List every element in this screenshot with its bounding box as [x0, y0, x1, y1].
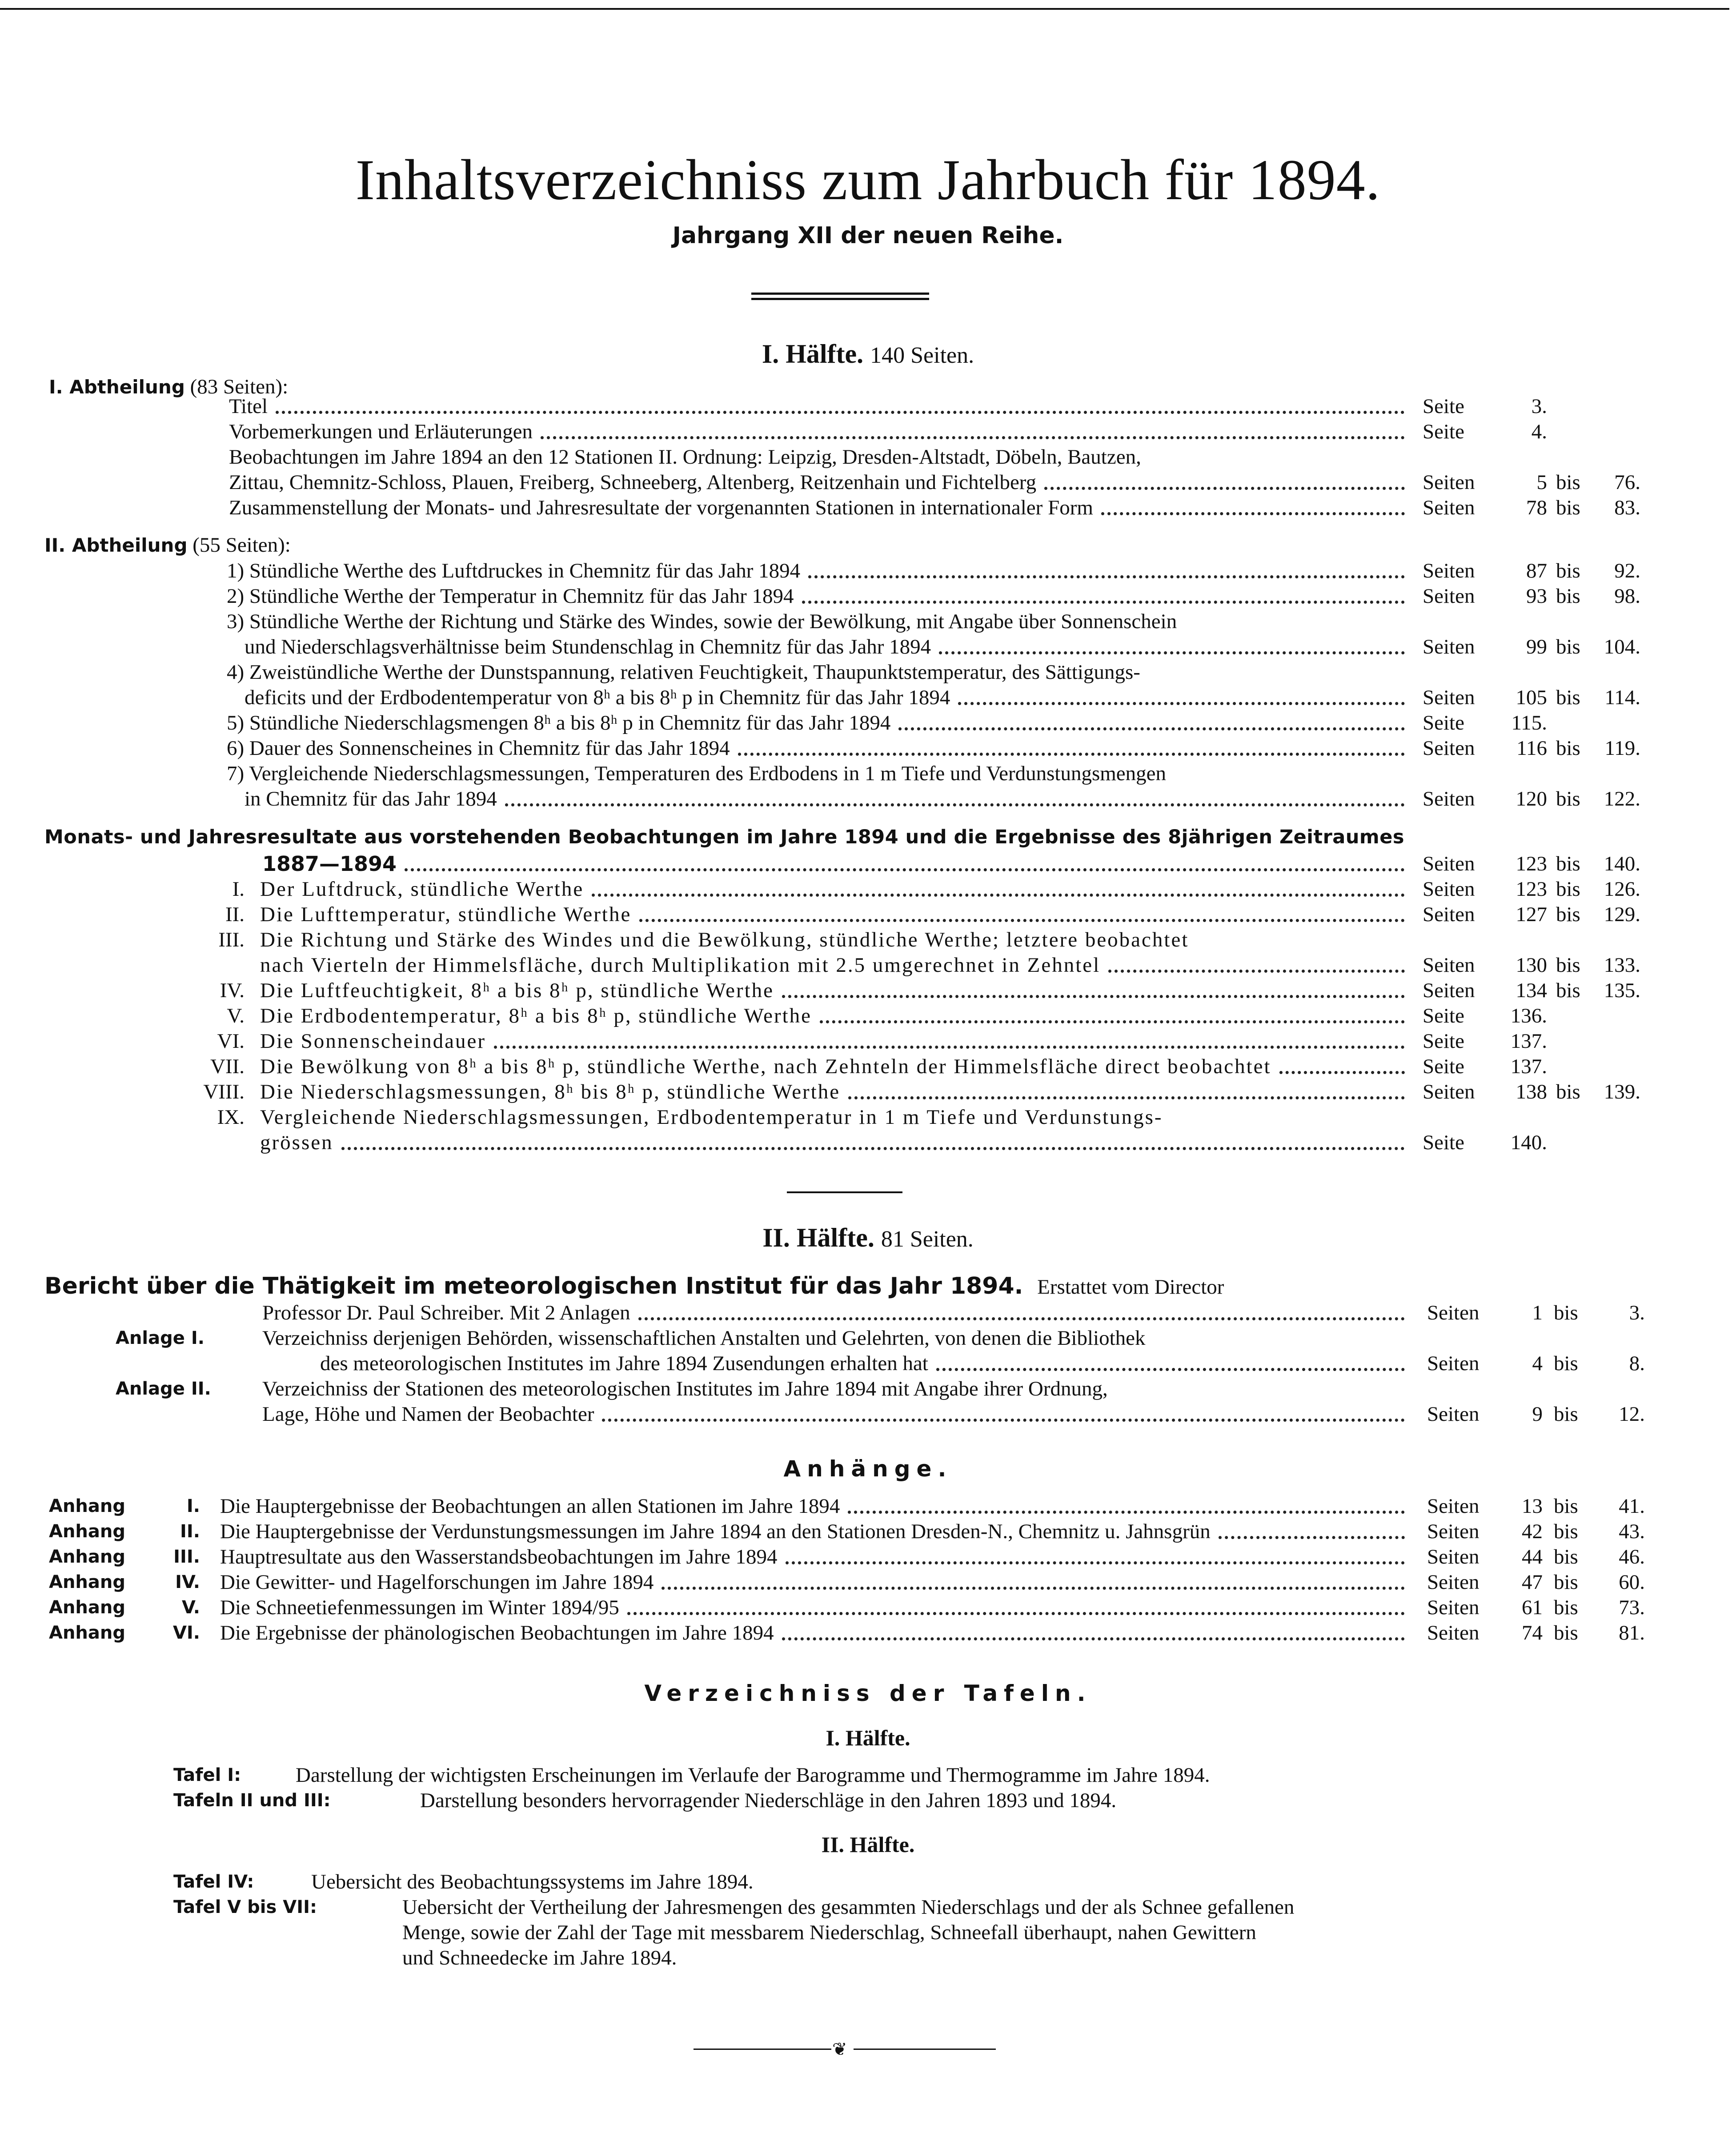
tafel-text: Uebersicht der Vertheilung der Jahresmengen des gesammten Niederschlags und der als Schnee gefallenen — [402, 1896, 1295, 1919]
page-bis: bis — [1556, 852, 1580, 875]
page-word: Seiten — [1427, 1495, 1479, 1518]
page-bis: bis — [1554, 1352, 1578, 1375]
page-bis: bis — [1556, 559, 1580, 582]
tafel-label: Tafel I: — [173, 1765, 241, 1785]
page-word: Seiten — [1423, 496, 1475, 519]
tafel-row — [0, 1895, 1736, 1920]
anhaenge-heading: Anhänge. — [783, 1456, 953, 1482]
leader-dots — [1044, 487, 1405, 490]
monats-row — [0, 902, 1736, 927]
page-word: Seite — [1423, 420, 1464, 443]
page-to: 60. — [1619, 1571, 1645, 1594]
tafel-label: Tafel V bis VII: — [173, 1897, 317, 1917]
tafel-row — [0, 1763, 1736, 1788]
page-word: Seiten — [1423, 737, 1475, 760]
abt2-row — [0, 761, 1736, 786]
leader-dots — [936, 1368, 1405, 1371]
page-word: Seiten — [1427, 1571, 1479, 1594]
tafel-row — [0, 1788, 1736, 1813]
anhang-number: V. — [182, 1597, 200, 1618]
page-from: 99 — [1526, 635, 1547, 658]
page-to: 139. — [1604, 1080, 1640, 1103]
monats-heading-line1: Monats- und Jahresresultate aus vorstehenden Beobachtungen im Jahre 1894 und die Ergebnisse des 8jährigen Zeitraumes — [44, 826, 1404, 848]
toc-entry-text: Lage, Höhe und Namen der Beobachter — [262, 1403, 594, 1426]
toc-entry-text: 1) Stündliche Werthe des Luftdruckes in Chemnitz für das Jahr 1894 — [227, 559, 801, 582]
leader-dots — [662, 1587, 1405, 1590]
page-to: 119. — [1604, 737, 1640, 760]
page-word: Seiten — [1423, 954, 1475, 977]
anlage-text: Verzeichniss derjenigen Behörden, wissenschaftlichen Anstalten und Gelehrten, von denen die Bibliothek — [262, 1327, 1146, 1350]
title-divider-bottom — [751, 298, 929, 300]
page-bis: bis — [1556, 787, 1580, 810]
leader-dots — [782, 1637, 1405, 1640]
page-word: Seiten — [1423, 979, 1475, 1002]
page-to: 43. — [1619, 1520, 1645, 1543]
page-from: 93 — [1526, 585, 1547, 608]
leader-dots — [820, 1020, 1405, 1023]
toc-entry-text: Zusammenstellung der Monats- und Jahresresultate der vorgenannten Stationen in internationaler Form — [229, 496, 1093, 519]
anhang-row — [0, 1595, 1736, 1620]
page-to: 3. — [1629, 1301, 1645, 1324]
page-word: Seiten — [1427, 1596, 1479, 1619]
page-to: 129. — [1604, 903, 1640, 926]
half1-heading: I. Hälfte. 140 Seiten. — [762, 339, 974, 369]
abt2-row — [0, 736, 1736, 761]
monats-row — [0, 1105, 1736, 1130]
leader-dots — [1279, 1071, 1405, 1074]
page-to: 114. — [1604, 686, 1640, 709]
leader-dots — [738, 753, 1405, 756]
tafel-label: Tafeln II und III: — [173, 1790, 331, 1811]
monats-row — [0, 978, 1736, 1003]
toc-entry-text: Der Luftdruck, stündliche Werthe — [260, 878, 584, 901]
page-bis: bis — [1554, 1495, 1578, 1518]
page-word: Seiten — [1423, 878, 1475, 901]
leader-dots — [786, 1561, 1405, 1564]
page-from: 61 — [1522, 1596, 1543, 1619]
leader-dots — [341, 1147, 1405, 1150]
leader-dots — [848, 1511, 1405, 1514]
tafel-row — [0, 1869, 1736, 1894]
toc-entry-text: 6) Dauer des Sonnenscheines in Chemnitz für das Jahr 1894 — [227, 737, 730, 760]
page-word: Seite — [1423, 1030, 1464, 1053]
page-word: Seiten — [1423, 852, 1475, 875]
page-bis: bis — [1556, 585, 1580, 608]
abt2-row — [0, 634, 1736, 659]
toc-entry-text: Titel — [229, 395, 268, 418]
toc-entry-text: und Niederschlagsverhältnisse beim Stundenschlag in Chemnitz für das Jahr 1894 — [245, 635, 931, 658]
abt2-row — [0, 609, 1736, 634]
toc-entry-text: grössen — [260, 1131, 333, 1154]
page-word: Seite — [1423, 1055, 1464, 1078]
page-from: 13 — [1522, 1495, 1543, 1518]
tafeln-half1-heading: I. Hälfte. — [826, 1725, 910, 1750]
page-bis: bis — [1556, 878, 1580, 901]
page-from: 137. — [1510, 1030, 1547, 1053]
page-bis: bis — [1556, 496, 1580, 519]
page-word: Seite — [1423, 1131, 1464, 1154]
anhang-row — [0, 1620, 1736, 1645]
page-bis: bis — [1554, 1621, 1578, 1644]
tafel-text: Darstellung besonders hervorragender Niederschläge in den Jahren 1893 und 1894. — [420, 1789, 1117, 1812]
page-from: 74 — [1522, 1621, 1543, 1644]
leader-dots — [276, 411, 1405, 414]
page-bis: bis — [1556, 954, 1580, 977]
anlage-label: Anlage I. — [116, 1328, 204, 1348]
roman-numeral: II. — [225, 903, 245, 926]
page-from: 4. — [1531, 420, 1547, 443]
page-bis: bis — [1556, 471, 1580, 494]
monats-row — [0, 927, 1736, 952]
leader-dots — [505, 803, 1405, 806]
monats-row — [0, 1003, 1736, 1028]
anhang-number: II. — [180, 1521, 200, 1542]
tafel-continuation — [0, 1920, 1736, 1945]
leader-dots — [541, 436, 1405, 439]
roman-numeral: VIII. — [203, 1080, 245, 1103]
abt2-row — [0, 584, 1736, 609]
page-from: 134 — [1515, 979, 1547, 1002]
anhang-label: Anhang — [49, 1496, 126, 1516]
abteilung-2-label: II. Abtheilung (55 Seiten): — [44, 533, 291, 557]
page-from: 47 — [1522, 1571, 1543, 1594]
page-word: Seiten — [1427, 1352, 1479, 1375]
page-from: 3. — [1531, 395, 1547, 418]
roman-numeral: V. — [227, 1004, 245, 1027]
toc-entry-text: Die Gewitter- und Hagelforschungen im Jahre 1894 — [220, 1571, 654, 1594]
leader-dots — [627, 1612, 1405, 1615]
tafel-text: und Schneedecke im Jahre 1894. — [402, 1946, 677, 1969]
page-bis: bis — [1556, 737, 1580, 760]
toc-entry-text: Vorbemerkungen und Erläuterungen — [229, 420, 533, 443]
roman-numeral: III. — [218, 928, 245, 951]
abt1-row — [0, 495, 1736, 520]
page-word: Seite — [1423, 1004, 1464, 1027]
leader-dots — [1219, 1536, 1405, 1539]
anlage-row — [0, 1351, 1736, 1376]
page-from: 123 — [1515, 852, 1547, 875]
page-from: 136. — [1510, 1004, 1547, 1027]
page-bis: bis — [1556, 1080, 1580, 1103]
page-word: Seite — [1423, 395, 1464, 418]
page-word: Seiten — [1427, 1621, 1479, 1644]
toc-entry-text: 5) Stündliche Niederschlagsmengen 8ʰ a bis 8ʰ p in Chemnitz für das Jahr 1894 — [227, 711, 891, 734]
page-to: 135. — [1604, 979, 1640, 1002]
page-to: 46. — [1619, 1545, 1645, 1568]
tafeln-half2-heading: II. Hälfte. — [821, 1832, 915, 1857]
page-from: 123 — [1515, 878, 1547, 901]
leader-dots — [848, 1096, 1405, 1099]
anlage-row — [0, 1326, 1736, 1351]
page-to: 41. — [1619, 1495, 1645, 1518]
title-divider-top — [751, 293, 929, 295]
toc-entry-text: Die Erdbodentemperatur, 8ʰ a bis 8ʰ p, stündliche Werthe — [260, 1004, 812, 1027]
abt2-row — [0, 710, 1736, 735]
page-bis: bis — [1556, 979, 1580, 1002]
page-to: 104. — [1604, 635, 1640, 658]
page-bis: bis — [1554, 1596, 1578, 1619]
anlage-row — [0, 1376, 1736, 1401]
tafel-label: Tafel IV: — [173, 1872, 254, 1892]
leader-dots — [494, 1046, 1405, 1049]
leader-dots — [1108, 970, 1405, 973]
page-title: Inhaltsverzeichniss zum Jahrbuch für 1894. — [355, 148, 1381, 212]
page-subtitle: Jahrgang XII der neuen Reihe. — [672, 222, 1064, 249]
page-from: 5 — [1536, 471, 1547, 494]
page-to: 12. — [1619, 1403, 1645, 1426]
top-border — [0, 8, 1729, 10]
page-to: 126. — [1604, 878, 1640, 901]
monats-row — [0, 1054, 1736, 1079]
half-divider — [787, 1191, 902, 1193]
leader-dots — [592, 894, 1405, 897]
page-word: Seite — [1423, 711, 1464, 734]
abt1-row — [0, 419, 1736, 444]
toc-entry-text: 4) Zweistündliche Werthe der Dunstspannung, relativen Feuchtigkeit, Thaupunktstemperatur, des Sättigungs- — [227, 661, 1140, 684]
toc-entry-text: Die Hauptergebnisse der Beobachtungen an allen Stationen im Jahre 1894 — [220, 1495, 840, 1518]
leader-dots — [808, 575, 1405, 578]
anhang-number: IV. — [175, 1572, 200, 1592]
page-from: 9 — [1532, 1403, 1543, 1426]
anhang-number: III. — [173, 1547, 200, 1567]
toc-entry-text: Die Richtung und Stärke des Windes und die Bewölkung, stündliche Werthe; letztere beobachtet — [260, 928, 1189, 951]
toc-entry-text: in Chemnitz für das Jahr 1894 — [245, 787, 497, 810]
page-bis: bis — [1554, 1520, 1578, 1543]
page-to: 81. — [1619, 1621, 1645, 1644]
abt2-row — [0, 660, 1736, 685]
page-word: Seiten — [1427, 1520, 1479, 1543]
toc-entry-text: Zittau, Chemnitz-Schloss, Plauen, Freiberg, Schneeberg, Altenberg, Reitzenhain und Fichtelberg — [229, 471, 1037, 494]
half2-heading: II. Hälfte. 81 Seiten. — [762, 1223, 974, 1252]
roman-numeral: VII. — [210, 1055, 245, 1078]
leader-dots — [639, 919, 1405, 922]
anhang-label: Anhang — [49, 1547, 126, 1567]
page-bis: bis — [1556, 686, 1580, 709]
page-from: 42 — [1522, 1520, 1543, 1543]
anhang-label: Anhang — [49, 1572, 126, 1592]
page-word: Seiten — [1427, 1301, 1479, 1324]
page-to: 8. — [1629, 1352, 1645, 1375]
page-word: Seiten — [1427, 1545, 1479, 1568]
page-word: Seiten — [1423, 686, 1475, 709]
page-from: 140. — [1510, 1131, 1547, 1154]
page-bis: bis — [1554, 1571, 1578, 1594]
page-word: Seiten — [1427, 1403, 1479, 1426]
tafel-text: Menge, sowie der Zahl der Tage mit messbarem Niederschlag, Schneefall überhaupt, nahen Gewittern — [402, 1921, 1256, 1944]
leader-dots — [405, 868, 1405, 871]
anhang-number: VI. — [172, 1623, 200, 1643]
tafel-text: Darstellung der wichtigsten Erscheinungen im Verlaufe der Barogramme und Thermogramme im Jahre 1894. — [296, 1764, 1210, 1787]
anhang-row — [0, 1519, 1736, 1544]
toc-entry-text: 7) Vergleichende Niederschlagsmessungen, Temperaturen des Erdbodens in 1 m Tiefe und Verdunstungsmengen — [227, 762, 1167, 785]
page-from: 120 — [1515, 787, 1547, 810]
roman-numeral: I. — [232, 878, 245, 901]
page-from: 137. — [1510, 1055, 1547, 1078]
end-ornament-right — [854, 2049, 996, 2050]
bericht-line1: Bericht über die Thätigkeit im meteorologischen Institut für das Jahr 1894. Erstattet vom Director — [44, 1273, 1224, 1299]
page-word: Seiten — [1423, 903, 1475, 926]
page-to: 140. — [1604, 852, 1640, 875]
page-to: 76. — [1614, 471, 1640, 494]
leader-dots — [1101, 512, 1405, 515]
page-bis: bis — [1554, 1301, 1578, 1324]
toc-entry-text: Vergleichende Niederschlagsmessungen, Erdbodentemperatur in 1 m Tiefe und Verdunstungs- — [260, 1106, 1163, 1129]
page-word: Seiten — [1423, 585, 1475, 608]
page-bis: bis — [1554, 1545, 1578, 1568]
page-from: 44 — [1522, 1545, 1543, 1568]
tafel-continuation — [0, 1945, 1736, 1970]
leader-dots — [602, 1419, 1405, 1422]
page-word: Seiten — [1423, 471, 1475, 494]
page-to: 92. — [1614, 559, 1640, 582]
anhang-label: Anhang — [49, 1521, 126, 1542]
toc-entry-text: Die Sonnenscheindauer — [260, 1030, 486, 1053]
roman-numeral: VI. — [217, 1030, 245, 1053]
page-to: 73. — [1619, 1596, 1645, 1619]
page-word: Seiten — [1423, 1080, 1475, 1103]
leader-dots — [898, 727, 1405, 730]
page-from: 138 — [1515, 1080, 1547, 1103]
roman-numeral: IX. — [217, 1106, 245, 1129]
tafeln-heading: Verzeichniss der Tafeln. — [644, 1680, 1092, 1706]
abt2-row — [0, 685, 1736, 710]
abt1-row — [0, 470, 1736, 495]
page-to: 133. — [1604, 954, 1640, 977]
page-from: 78 — [1526, 496, 1547, 519]
bericht-row — [0, 1300, 1736, 1325]
page-word: Seiten — [1423, 559, 1475, 582]
toc-entry-text: Die Niederschlagsmessungen, 8ʰ bis 8ʰ p, stündliche Werthe — [260, 1080, 841, 1103]
monats-row — [0, 1130, 1736, 1155]
toc-entry-text: 2) Stündliche Werthe der Temperatur in Chemnitz für das Jahr 1894 — [227, 585, 794, 608]
abt2-row — [0, 558, 1736, 583]
roman-numeral: IV. — [220, 979, 245, 1002]
page-word: Seiten — [1423, 635, 1475, 658]
page-from: 116 — [1516, 737, 1547, 760]
page-bis: bis — [1556, 903, 1580, 926]
monats-row — [0, 1029, 1736, 1054]
toc-entry-text: Die Lufttemperatur, stündliche Werthe — [260, 903, 632, 926]
anhang-label: Anhang — [49, 1597, 126, 1618]
anhang-row — [0, 1494, 1736, 1519]
page-from: 4 — [1532, 1352, 1543, 1375]
toc-entry-text: Die Bewölkung von 8ʰ a bis 8ʰ p, stündliche Werthe, nach Zehnteln der Himmelsfläche direct beobachtet — [260, 1055, 1271, 1078]
end-ornament-icon: ❦ — [832, 2039, 847, 2059]
leader-dots — [782, 995, 1405, 998]
toc-entry-text: Die Luftfeuchtigkeit, 8ʰ a bis 8ʰ p, stündliche Werthe — [260, 979, 774, 1002]
page-bis: bis — [1556, 635, 1580, 658]
toc-entry-text: deficits und der Erdbodentemperatur von 8ʰ a bis 8ʰ p in Chemnitz für das Jahr 1894 — [245, 686, 950, 709]
toc-entry-text: Hauptresultate aus den Wasserstandsbeobachtungen im Jahre 1894 — [220, 1545, 778, 1568]
page-bis: bis — [1554, 1403, 1578, 1426]
page-from: 1 — [1532, 1301, 1543, 1324]
monats-row — [0, 953, 1736, 978]
monats-row — [0, 877, 1736, 902]
page-from: 130 — [1515, 954, 1547, 977]
toc-entry-text: 1887—1894 — [262, 852, 397, 876]
toc-entry-text: Die Hauptergebnisse der Verdunstungsmessungen im Jahre 1894 an den Stationen Dresden-N., Chemnitz u. Jahnsgrün — [220, 1520, 1211, 1543]
toc-entry-text: Beobachtungen im Jahre 1894 an den 12 Stationen II. Ordnung: Leipzig, Dresden-Altstadt, Döbeln, Bautzen, — [229, 445, 1141, 469]
toc-entry-text: Professor Dr. Paul Schreiber. Mit 2 Anlagen — [262, 1301, 630, 1324]
monats-total-row — [0, 851, 1736, 876]
tafel-text: Uebersicht des Beobachtungssystems im Jahre 1894. — [311, 1870, 754, 1893]
end-ornament-left — [694, 2049, 831, 2050]
anhang-label: Anhang — [49, 1623, 126, 1643]
anhang-row — [0, 1544, 1736, 1569]
leader-dots — [958, 702, 1405, 705]
toc-entry-text: 3) Stündliche Werthe der Richtung und Stärke des Windes, sowie der Bewölkung, mit Angabe über Sonnenschein — [227, 610, 1177, 633]
leader-dots — [638, 1317, 1405, 1320]
page-to: 98. — [1614, 585, 1640, 608]
leader-dots — [802, 601, 1405, 604]
abt1-row — [0, 445, 1736, 469]
page-word: Seiten — [1423, 787, 1475, 810]
page-from: 87 — [1526, 559, 1547, 582]
abteilung-1-label: I. Abtheilung (83 Seiten): — [49, 375, 289, 398]
monats-row — [0, 1079, 1736, 1104]
page-from: 127 — [1515, 903, 1547, 926]
anlage-text: Verzeichniss der Stationen des meteorologischen Institutes im Jahre 1894 mit Angabe ihrer Ordnung, — [262, 1377, 1108, 1400]
anlage-row — [0, 1402, 1736, 1427]
abt2-row — [0, 786, 1736, 811]
page-from: 115. — [1511, 711, 1547, 734]
anhang-row — [0, 1570, 1736, 1595]
abt1-row — [0, 394, 1736, 419]
leader-dots — [939, 651, 1405, 654]
page-to: 83. — [1614, 496, 1640, 519]
page-from: 105 — [1515, 686, 1547, 709]
toc-entry-text: Die Schneetiefenmessungen im Winter 1894/95 — [220, 1596, 619, 1619]
toc-entry-text: Die Ergebnisse der phänologischen Beobachtungen im Jahre 1894 — [220, 1621, 774, 1644]
toc-entry-text: nach Vierteln der Himmelsfläche, durch Multiplikation mit 2.5 umgerechnet in Zehntel — [260, 954, 1101, 977]
anlage-label: Anlage II. — [116, 1379, 211, 1399]
page-to: 122. — [1604, 787, 1640, 810]
toc-entry-text: des meteorologischen Institutes im Jahre 1894 Zusendungen erhalten hat — [320, 1352, 928, 1375]
anhang-number: I. — [186, 1496, 200, 1516]
